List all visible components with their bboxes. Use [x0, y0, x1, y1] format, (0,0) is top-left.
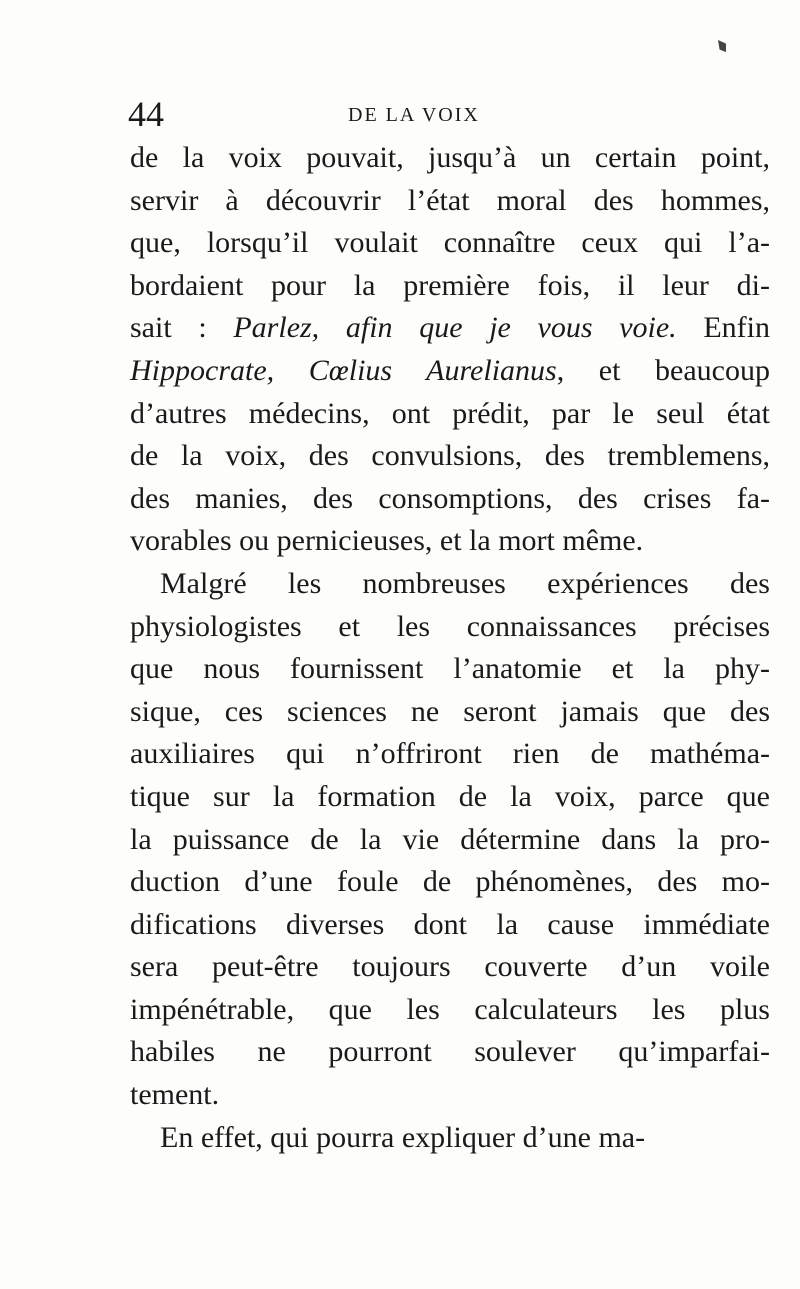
- text-line: d’autres médecins, ont prédit, par le seul état: [130, 396, 770, 430]
- text-line: auxiliaires qui n’offriront rien de mathéma-: [130, 737, 770, 771]
- text-line: tique sur la formation de la voix, parce que: [130, 779, 770, 813]
- text-line: la puissance de la vie détermine dans la pro-: [130, 822, 770, 856]
- text-line: duction d’une foule de phénomènes, des mo-: [130, 865, 770, 899]
- text-run: sait :: [130, 311, 234, 345]
- page-corner-mark: [718, 40, 726, 52]
- text-line: servir à découvrir l’état moral des hommes,: [130, 183, 770, 217]
- text-line: de la voix, des convulsions, des tremblemens,: [130, 439, 770, 473]
- text-line: difications diverses dont la cause immédiate: [130, 907, 770, 941]
- text-line: vorables ou pernicieuses, et la mort même.: [130, 524, 644, 558]
- text-line: [130, 350, 770, 393]
- italic-names: Hippocrate, Cœlius Aurelianus: [130, 353, 557, 387]
- text-line: de la voix pouvait, jusqu’à un certain point,: [130, 141, 770, 174]
- text-run: , et beaucoup: [556, 353, 770, 387]
- italic-quote: Parlez, afin que je vous voie.: [233, 311, 677, 345]
- text-line: habiles ne pourront soulever qu’imparfai-: [130, 1035, 770, 1069]
- text-line: physiologistes et les connaissances précises: [130, 609, 770, 643]
- text-line: sera peut-être toujours couverte d’un voile: [130, 950, 770, 984]
- page-number: 44: [128, 94, 164, 134]
- running-head: DE LA VOIX: [348, 104, 480, 126]
- text-line: que nous fournissent l’anatomie et la phy-: [130, 652, 770, 686]
- text-line: impénétrable, que les calculateurs les plus: [130, 992, 770, 1026]
- text-line: En effet, qui pourra expliquer d’une ma-: [160, 1120, 646, 1154]
- text-run: Enfin: [676, 311, 770, 345]
- text-line: Malgré les nombreuses expériences des: [160, 566, 770, 600]
- text-line: que, lorsqu’il voulait connaître ceux qui l’a-: [130, 226, 770, 260]
- text-line: tement.: [130, 1078, 220, 1112]
- text-line: [130, 307, 770, 350]
- text-line: des manies, des consomptions, des crises fa-: [130, 481, 770, 515]
- text-line: sique, ces sciences ne seront jamais que des: [130, 694, 770, 728]
- text-line: bordaient pour la première fois, il leur di-: [130, 268, 770, 302]
- body-text: [130, 137, 770, 1159]
